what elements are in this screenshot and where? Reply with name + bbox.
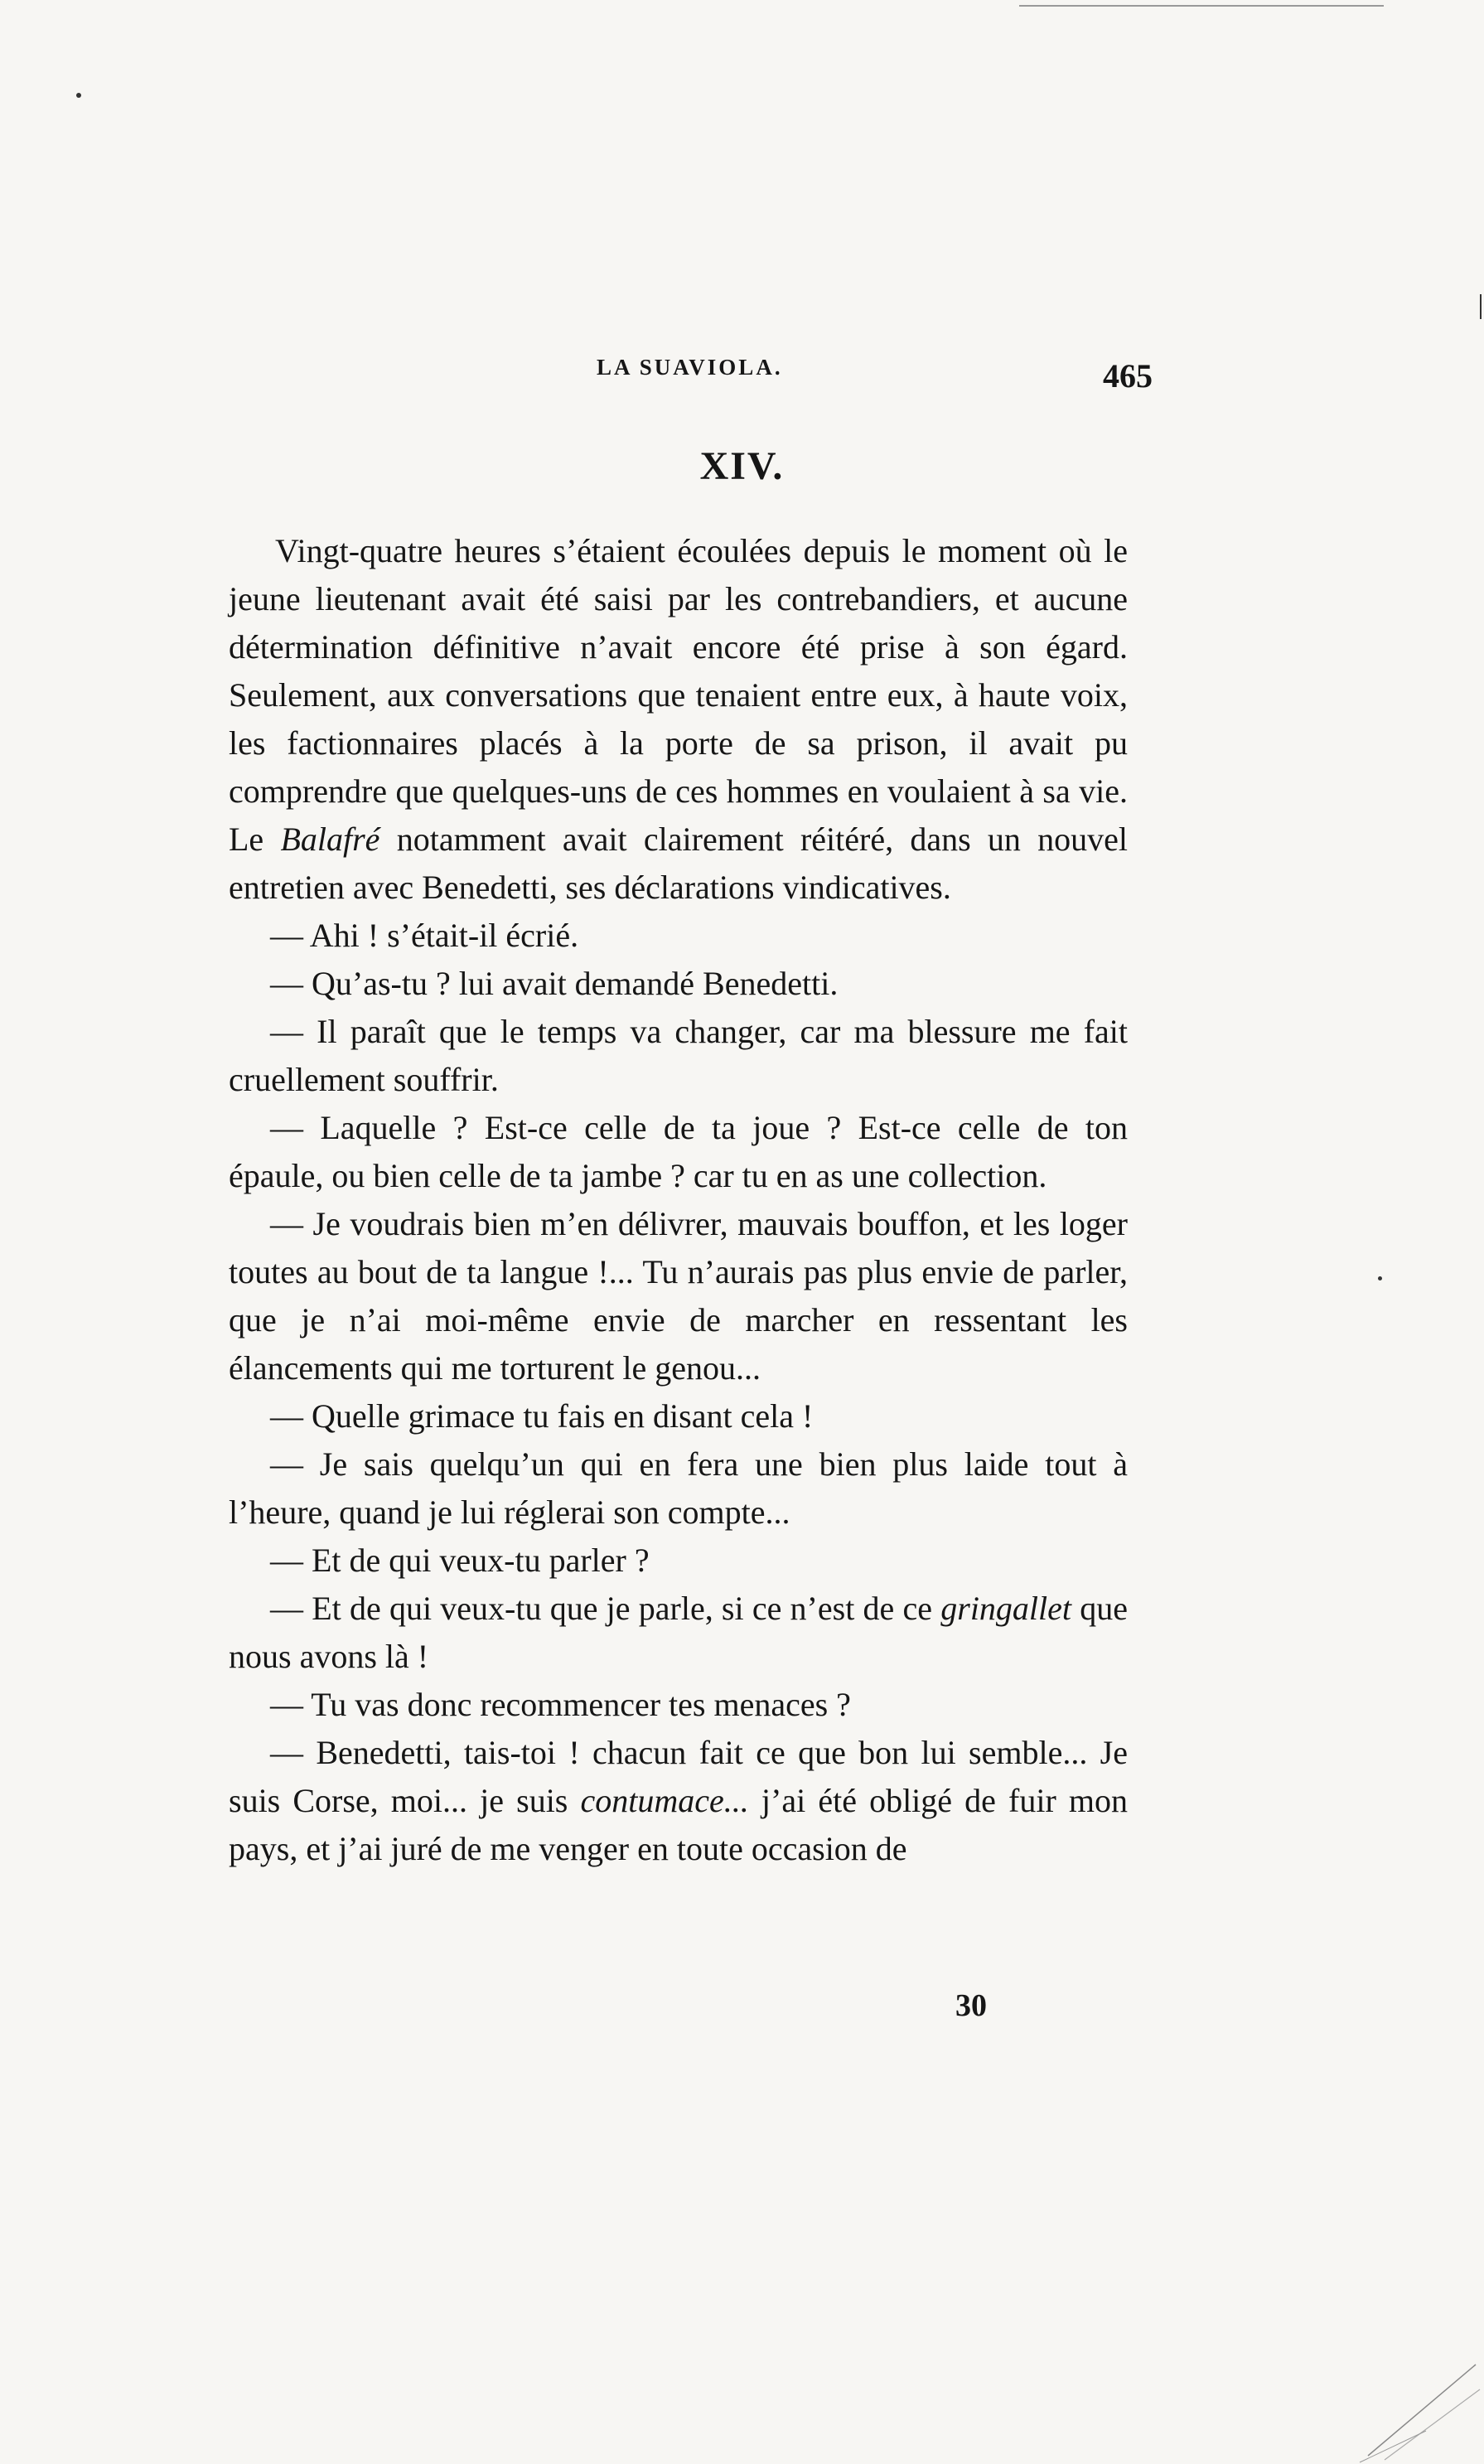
scan-dot (76, 93, 81, 98)
scan-edge-mark (1480, 294, 1482, 319)
dialogue-line: — Ahi ! s’était-il écrié. (270, 917, 579, 954)
dialogue-line: — Tu vas donc recommencer tes menaces ? (270, 1686, 851, 1723)
scan-top-rule (1019, 5, 1384, 7)
scan-dot (1378, 1276, 1382, 1280)
dialogue-line: — Je sais quelqu’un qui en fera une bien plus laide tout à l’heure, quand je lui réglerai son compte... (229, 1445, 1128, 1531)
running-title: LA SUAVIOLA. (597, 355, 783, 380)
page-number: 465 (1103, 357, 1153, 395)
dialogue-line: — Je voudrais bien m’en délivrer, mauvais bouffon, et les loger toutes au bout de ta langue !... Tu n’aurais pas plus envie de parler, que je n’ai moi-même envie de marcher en ressentant les élancements qui me torturent le genou... (229, 1205, 1128, 1387)
dialogue-line: — Il paraît que le temps va changer, car ma blessure me fait cruellement souffrir. (229, 1013, 1128, 1098)
scan-corner-lines (1351, 2331, 1484, 2464)
dialogue-line: — Et de qui veux-tu parler ? (270, 1542, 650, 1579)
body-text (229, 527, 1128, 1873)
dialogue-line: — Benedetti, tais-toi ! chacun fait ce que bon lui semble... Je suis Corse, moi... je suis contumace... j’ai été obligé de fuir mon pays, et j’ai juré de me venger en toute occasion de (229, 1734, 1129, 1867)
paragraph: Vingt-quatre heures s’étaient écoulées depuis le moment où le jeune lieutenant avait été saisi par les contrebandiers, et aucune détermination définitive n’avait encore été prise à son égard. Seulement, aux conversations que tenaient entre eux, à haute voix, les factionnaires placés à la porte de sa prison, il avait pu comprendre que quelques-uns de ces hommes en voulaient à sa vie. Le Balafré notamment avait clairement réitéré, dans un nouvel entretien avec Benedetti, ses déclarations vindicatives. (229, 532, 1129, 906)
dialogue-line: — Quelle grimace tu fais en disant cela ! (270, 1397, 814, 1435)
chapter-title: XIV. (699, 444, 785, 488)
dialogue-line: — Qu’as-tu ? lui avait demandé Benedetti. (270, 965, 839, 1002)
printer-signature: 30 (955, 1988, 987, 2023)
dialogue-line: — Laquelle ? Est-ce celle de ta joue ? Est-ce celle de ton épaule, ou bien celle de ta jambe ? car tu en as une collection. (229, 1109, 1128, 1194)
dialogue-line: — Et de qui veux-tu que je parle, si ce n’est de ce gringallet que nous avons là ! (229, 1590, 1129, 1675)
